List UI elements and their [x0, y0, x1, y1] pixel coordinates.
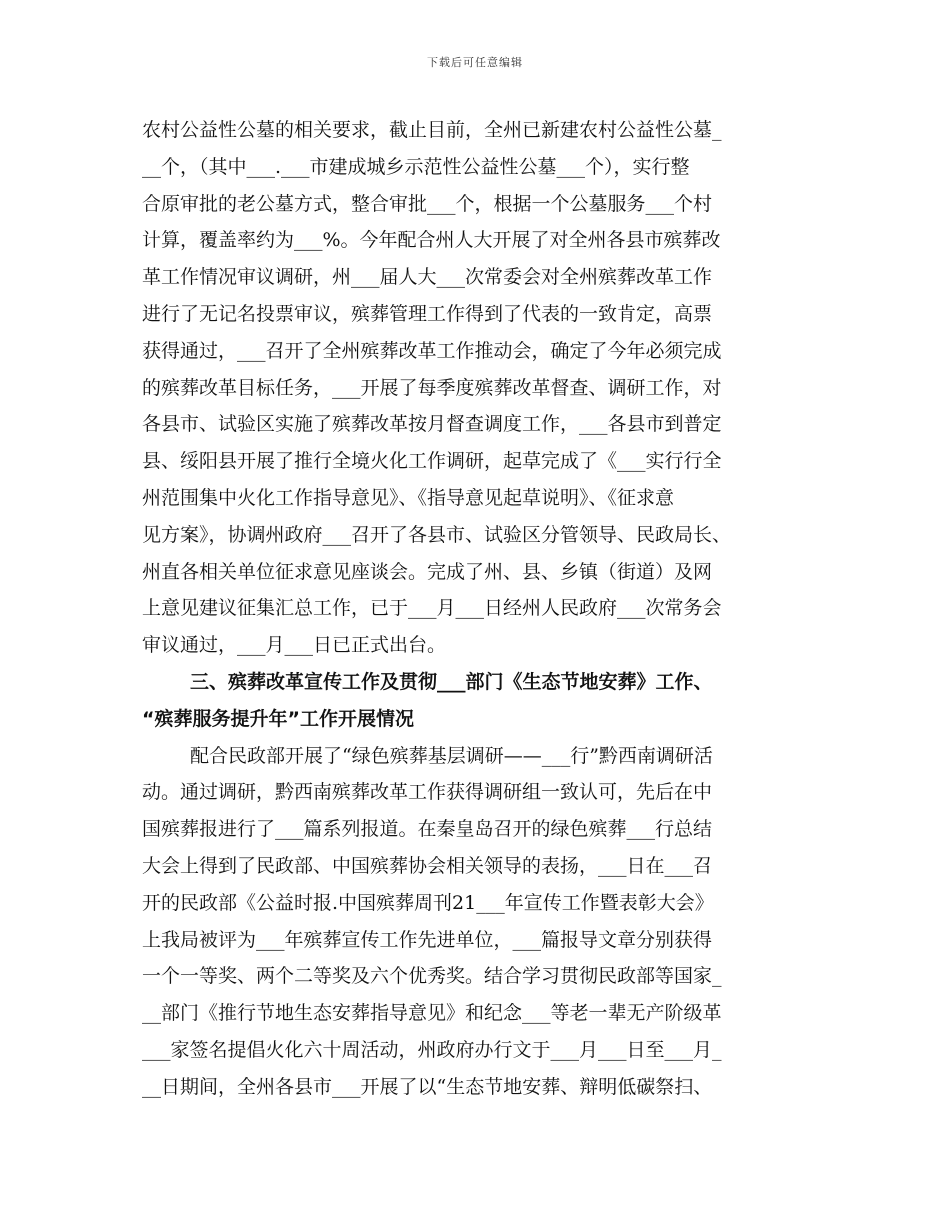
- section-3-heading: [142, 664, 822, 738]
- text-line: __个，（其中___.___市建成城乡示范性公益性公墓___个），实行整: [142, 155, 690, 178]
- text-line: 农村公益性公墓的相关要求，截止目前，全州已新建农村公益性公墓_: [142, 119, 722, 141]
- text-line: 州范围集中火化工作指导意见》、《指导意见起草说明》、《征求意: [142, 486, 675, 509]
- text-line: 一个一等奖、两个二等奖及六个优秀奖。结合学习贯彻民政部等国家_: [142, 965, 722, 988]
- text-line: 计算，覆盖率约为___%。今年配合州人大开展了对全州各县市殡葬改: [142, 229, 721, 252]
- text-line: 革工作情况审议调研，州___届人大___次常委会对全州殡葬改革工作: [142, 266, 713, 289]
- text-line: __日期间，全州各县市___开展了以“生态节地安葬、辩明低碳祭扫、: [142, 1075, 713, 1098]
- section-heading-line: “殡葬服务提升年”工作开展情况: [142, 707, 414, 730]
- text-line: 见方案》，协调州政府___召开了各县市、试验区分管领导、民政局长、: [142, 523, 732, 546]
- page-header: 下载后可任意编辑: [427, 56, 523, 69]
- section-heading-line: 三、殡葬改革宣传工作及贯彻___部门《生态节地安葬》工作、: [190, 670, 713, 693]
- paragraph-2: [142, 738, 822, 1106]
- text-line: 各县市、试验区实施了殡葬改革按月督查调度工作，___各县市到普定: [142, 413, 722, 436]
- text-line: 开的民政部《公益时报.中国殡葬周刊21___年宣传工作暨表彰大会》: [142, 891, 714, 914]
- text-line: 获得通过，___召开了全州殡葬改革工作推动会，确定了今年必须完成: [142, 339, 722, 362]
- text-line: 大会上得到了民政部、中国殡葬协会相关领导的表扬，___日在___召: [142, 854, 713, 877]
- text-line: 进行了无记名投票审议，殡葬管理工作得到了代表的一致肯定，高票: [142, 302, 713, 325]
- text-line: 国殡葬报进行了___篇系列报道。在秦皇岛召开的绿色殡葬___行总结: [142, 818, 713, 841]
- text-line: 的殡葬改革目标任务，___开展了每季度殡葬改革督查、调研工作，对: [142, 376, 722, 399]
- text-line: 县、绥阳县开展了推行全境火化工作调研，起草完成了《___实行行全: [142, 450, 722, 473]
- text-line: 审议通过，___月___日已正式出台。: [142, 634, 447, 657]
- text-line: 州直各相关单位征求意见座谈会。完成了州、县、乡镇（街道）及网: [142, 560, 713, 583]
- document-body: [142, 112, 822, 1106]
- text-line: 配合民政部开展了“绿色殡葬基层调研——___行”黔西南调研活: [190, 744, 713, 767]
- text-line: ___家签名提倡火化六十周活动，州政府办行文于___月___日至___月_: [142, 1038, 722, 1061]
- text-line: __部门《推行节地生态安葬指导意见》和纪念___等老一辈无产阶级革: [142, 1002, 722, 1025]
- text-line: 动。通过调研，黔西南殡葬改革工作获得调研组一致认可，先后在中: [142, 781, 713, 804]
- text-line: 合原审批的老公墓方式，整合审批___个，根据一个公墓服务___个村: [142, 192, 713, 215]
- paragraph-1: [142, 112, 822, 664]
- text-line: 上我局被评为___年殡葬宣传工作先进单位，___篇报导文章分别获得: [142, 928, 713, 951]
- text-line: 上意见建议征集汇总工作，已于___月___日经州人民政府___次常务会: [142, 597, 722, 620]
